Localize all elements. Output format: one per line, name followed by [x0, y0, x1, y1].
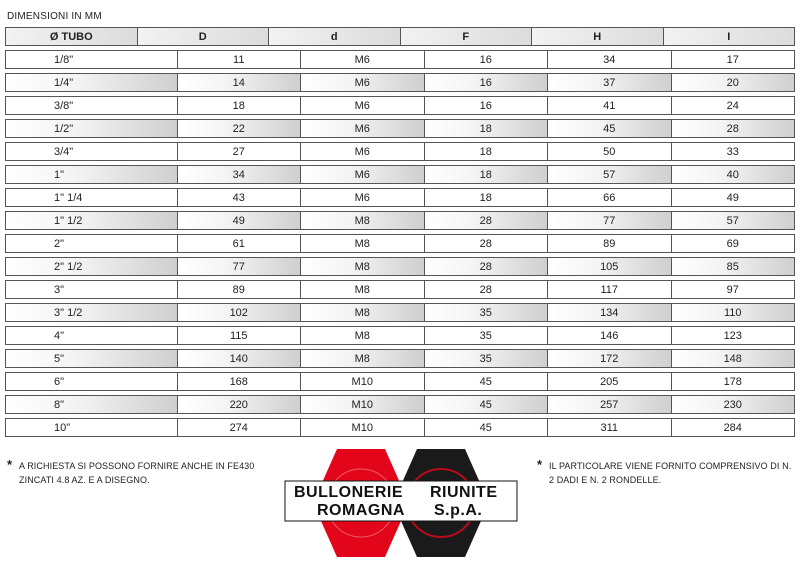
table-cell: 34	[178, 165, 302, 184]
table-cell: 22	[178, 119, 302, 138]
table-row	[5, 142, 795, 161]
note-left-line2: ZINCATI 4.8 AZ. E A DISEGNO.	[19, 475, 150, 485]
table-cell: 28	[425, 211, 549, 230]
table-header-row	[5, 27, 795, 46]
table-row	[5, 73, 795, 92]
logo-word-spa: S.p.A.	[434, 502, 483, 519]
table-cell: 18	[425, 119, 549, 138]
logo-word-riunite: RIUNITE	[430, 484, 498, 501]
table-cell: 117	[548, 280, 672, 299]
table-row	[5, 96, 795, 115]
table-cell: 16	[425, 96, 549, 115]
table-cell: 77	[548, 211, 672, 230]
dimensions-table	[5, 27, 795, 441]
table-cell: 274	[178, 418, 302, 437]
table-cell: 220	[178, 395, 302, 414]
table-cell: 28	[425, 234, 549, 253]
table-cell: 110	[672, 303, 796, 322]
table-cell: 18	[425, 165, 549, 184]
table-cell: 45	[425, 372, 549, 391]
table-cell: 168	[178, 372, 302, 391]
table-row	[5, 418, 795, 437]
table-cell: 11	[178, 50, 302, 69]
column-header: d	[269, 27, 401, 46]
column-header: F	[401, 27, 533, 46]
table-cell: 34	[548, 50, 672, 69]
table-cell: M8	[301, 349, 425, 368]
table-cell: 16	[425, 50, 549, 69]
table-cell: 1/8"	[5, 50, 178, 69]
table-cell: 45	[548, 119, 672, 138]
table-cell: 41	[548, 96, 672, 115]
table-cell: 66	[548, 188, 672, 207]
table-cell: 6"	[5, 372, 178, 391]
table-cell: M6	[301, 165, 425, 184]
table-cell: 178	[672, 372, 796, 391]
note-left-line1: A RICHIESTA SI POSSONO FORNIRE ANCHE IN FE430	[19, 461, 255, 471]
note-left	[7, 459, 277, 487]
asterisk: *	[7, 457, 13, 472]
table-cell: 49	[178, 211, 302, 230]
table-cell: M6	[301, 50, 425, 69]
table-row	[5, 326, 795, 345]
table-cell: 3"	[5, 280, 178, 299]
table-cell: 1/4"	[5, 73, 178, 92]
table-cell: 27	[178, 142, 302, 161]
table-cell: 33	[672, 142, 796, 161]
table-cell: M6	[301, 96, 425, 115]
table-cell: 49	[672, 188, 796, 207]
table-cell: 3/4"	[5, 142, 178, 161]
table-cell: 172	[548, 349, 672, 368]
table-row	[5, 50, 795, 69]
table-cell: 5"	[5, 349, 178, 368]
table-cell: 28	[425, 280, 549, 299]
table-cell: 89	[548, 234, 672, 253]
table-cell: M8	[301, 211, 425, 230]
table-cell: 35	[425, 349, 549, 368]
table-cell: 69	[672, 234, 796, 253]
table-row	[5, 280, 795, 299]
table-row	[5, 349, 795, 368]
table-cell: M10	[301, 418, 425, 437]
table-cell: 102	[178, 303, 302, 322]
column-header: D	[138, 27, 270, 46]
note-right-line1: IL PARTICOLARE VIENE FORNITO COMPRENSIVO DI N.	[549, 461, 792, 471]
table-cell: 57	[548, 165, 672, 184]
table-cell: 40	[672, 165, 796, 184]
table-cell: 50	[548, 142, 672, 161]
table-cell: 8"	[5, 395, 178, 414]
table-cell: M6	[301, 188, 425, 207]
table-cell: 85	[672, 257, 796, 276]
table-cell: 134	[548, 303, 672, 322]
table-cell: 1" 1/4	[5, 188, 178, 207]
column-header: Ø TUBO	[5, 27, 138, 46]
table-cell: 17	[672, 50, 796, 69]
column-header: I	[664, 27, 796, 46]
table-cell: 35	[425, 303, 549, 322]
table-cell: 18	[178, 96, 302, 115]
table-cell: 45	[425, 418, 549, 437]
table-cell: M8	[301, 234, 425, 253]
table-row	[5, 211, 795, 230]
table-cell: M8	[301, 257, 425, 276]
table-cell: 257	[548, 395, 672, 414]
table-row	[5, 257, 795, 276]
table-cell: 284	[672, 418, 796, 437]
table-cell: 1" 1/2	[5, 211, 178, 230]
table-cell: 24	[672, 96, 796, 115]
table-cell: 18	[425, 188, 549, 207]
table-cell: 115	[178, 326, 302, 345]
table-cell: M6	[301, 142, 425, 161]
table-cell: 28	[672, 119, 796, 138]
column-header: H	[532, 27, 664, 46]
table-cell: M10	[301, 372, 425, 391]
table-cell: 1/2"	[5, 119, 178, 138]
table-cell: 1"	[5, 165, 178, 184]
table-cell: 45	[425, 395, 549, 414]
dimensions-caption: DIMENSIONI IN MM	[7, 11, 102, 22]
table-cell: 105	[548, 257, 672, 276]
table-cell: 146	[548, 326, 672, 345]
table-cell: M8	[301, 303, 425, 322]
table-row	[5, 119, 795, 138]
table-row	[5, 234, 795, 253]
table-cell: 57	[672, 211, 796, 230]
table-cell: 77	[178, 257, 302, 276]
table-cell: 89	[178, 280, 302, 299]
table-cell: 14	[178, 73, 302, 92]
table-cell: 61	[178, 234, 302, 253]
table-row	[5, 165, 795, 184]
table-cell: 2"	[5, 234, 178, 253]
logo-word-romagna: ROMAGNA	[317, 502, 405, 519]
company-logo	[282, 446, 520, 560]
table-cell: 230	[672, 395, 796, 414]
table-cell: 35	[425, 326, 549, 345]
table-cell: 205	[548, 372, 672, 391]
table-cell: 28	[425, 257, 549, 276]
table-cell: 16	[425, 73, 549, 92]
asterisk: *	[537, 457, 543, 472]
table-row	[5, 372, 795, 391]
table-row	[5, 395, 795, 414]
table-cell: 123	[672, 326, 796, 345]
table-cell: 97	[672, 280, 796, 299]
table-cell: 20	[672, 73, 796, 92]
table-cell: 4"	[5, 326, 178, 345]
table-cell: 43	[178, 188, 302, 207]
table-cell: 2" 1/2	[5, 257, 178, 276]
table-cell: 10"	[5, 418, 178, 437]
table-cell: M8	[301, 280, 425, 299]
note-right-line2: 2 DADI E N. 2 RONDELLE.	[549, 475, 662, 485]
table-row	[5, 188, 795, 207]
table-cell: 140	[178, 349, 302, 368]
table-cell: M8	[301, 326, 425, 345]
table-cell: M6	[301, 119, 425, 138]
table-row	[5, 303, 795, 322]
note-right	[537, 459, 797, 487]
table-cell: 37	[548, 73, 672, 92]
table-cell: M10	[301, 395, 425, 414]
table-cell: M6	[301, 73, 425, 92]
table-cell: 18	[425, 142, 549, 161]
table-cell: 148	[672, 349, 796, 368]
table-cell: 3" 1/2	[5, 303, 178, 322]
table-cell: 311	[548, 418, 672, 437]
table-cell: 3/8"	[5, 96, 178, 115]
logo-word-bullonerie: BULLONERIE	[294, 484, 403, 501]
